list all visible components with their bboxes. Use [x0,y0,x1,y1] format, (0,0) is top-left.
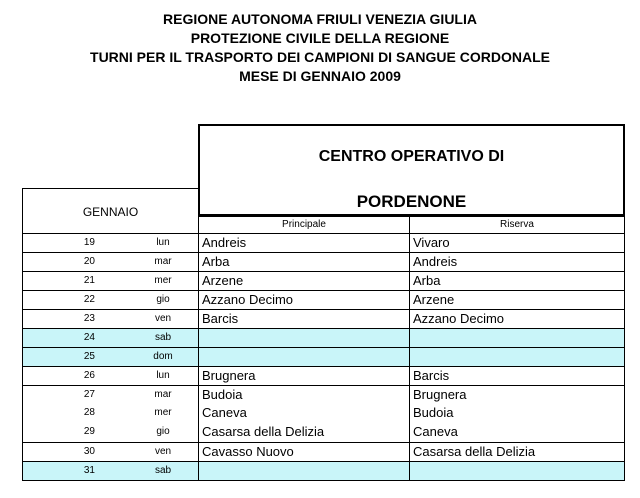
day-of-week: lun [98,367,199,385]
day-number: 31 [83,465,95,476]
day-of-week: mer [98,272,199,290]
main-assignment: Caneva [199,404,410,423]
reserve-assignment: Vivaro [413,235,450,250]
day-number: 21 [83,275,95,286]
column-headers [198,215,625,234]
day-of-week: sab [98,329,199,347]
table-row [23,347,624,366]
main-assignment: Brugnera [199,367,410,385]
column-header-reserve: Riserva [500,219,534,230]
reserve-assignment [410,348,624,366]
day-number: 28 [83,407,95,418]
main-assignment [199,348,410,366]
reserve-assignment [410,462,624,480]
reserve-assignment: Casarsa della Delizia [413,444,536,459]
day-of-week: gio [98,423,199,442]
day-number: 24 [83,332,95,343]
table-row [23,442,624,461]
day-number: 29 [83,426,95,437]
reserve-assignment: Arba [413,273,441,288]
main-assignment: Arba [199,253,410,271]
table-row [23,423,624,442]
day-of-week: mer [98,404,199,423]
table-row [23,461,624,480]
main-assignment: Casarsa della Delizia [199,423,410,442]
reserve-assignment: Budoia [413,405,454,420]
document-header [0,10,640,86]
schedule-title: TURNI PER IL TRASPORTO DEI CAMPIONI DI SANGUE CORDONALE [90,49,550,65]
day-number: 25 [83,351,95,362]
main-assignment: Barcis [199,310,410,328]
operations-center-city: PORDENONE [356,192,467,211]
day-of-week: dom [98,348,199,366]
month-title: MESE DI GENNAIO 2009 [239,68,401,84]
table-row [23,309,624,328]
reserve-assignment: Caneva [413,424,458,439]
day-of-week: ven [98,310,199,328]
day-number: 23 [83,313,95,324]
operations-center-title: CENTRO OPERATIVO DI [318,148,505,165]
main-assignment [199,329,410,347]
region-title: REGIONE AUTONOMA FRIULI VENEZIA GIULIA [163,11,477,27]
day-number: 26 [83,370,95,381]
day-number: 30 [83,446,95,457]
reserve-assignment: Azzano Decimo [413,311,505,326]
day-of-week: gio [98,291,199,309]
day-number: 22 [83,294,95,305]
reserve-assignment: Arzene [413,292,455,307]
day-of-week: sab [98,462,199,480]
day-of-week: mar [98,386,199,404]
day-number: 27 [83,389,95,400]
main-assignment [199,462,410,480]
day-of-week: mar [98,253,199,271]
table-row [23,252,624,271]
table-row [23,290,624,309]
column-header-main: Principale [199,217,410,233]
table-row [23,328,624,347]
table-row [23,271,624,290]
department-title: PROTEZIONE CIVILE DELLA REGIONE [190,30,450,46]
reserve-assignment: Barcis [413,368,450,383]
day-number: 20 [83,256,95,267]
table-row [23,366,624,385]
table-row [23,234,624,252]
main-assignment: Azzano Decimo [199,291,410,309]
month-label: GENNAIO [82,205,139,219]
main-assignment: Andreis [199,234,410,252]
main-assignment: Budoia [199,386,410,404]
table-row [23,404,624,423]
main-assignment: Cavasso Nuovo [199,443,410,461]
reserve-assignment: Brugnera [413,387,467,402]
table-row [23,385,624,404]
day-of-week: lun [98,234,199,252]
reserve-assignment: Andreis [413,254,458,269]
day-of-week: ven [98,443,199,461]
reserve-assignment [410,329,624,347]
main-assignment: Arzene [199,272,410,290]
day-number: 19 [83,237,95,248]
schedule-table [22,234,625,481]
